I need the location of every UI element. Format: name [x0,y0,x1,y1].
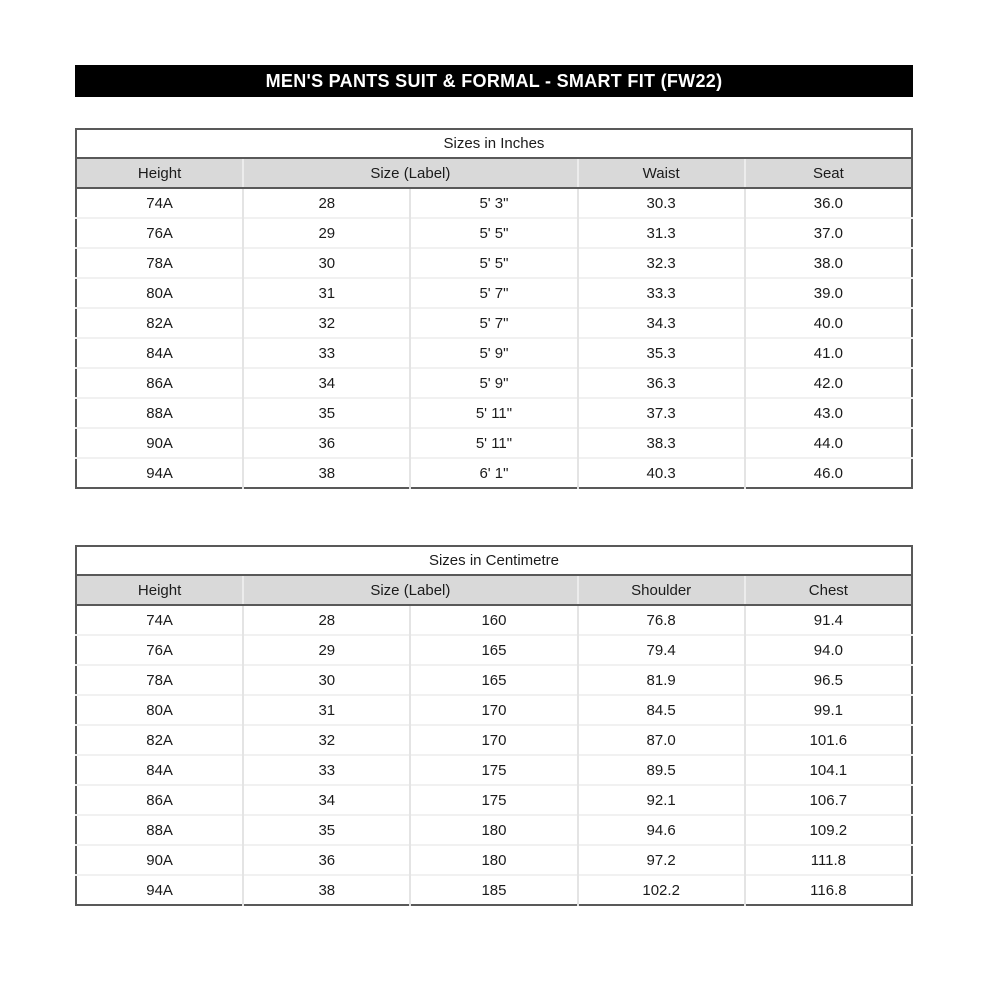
table-cell: 175 [410,785,577,815]
table-cell: 84A [76,755,243,785]
table-row [76,755,912,785]
table-cell: 36 [243,845,410,875]
table-cell: 37.3 [578,398,745,428]
table-row [76,338,912,368]
table-cell: 39.0 [745,278,912,308]
document-title: MEN'S PANTS SUIT & FORMAL - SMART FIT (FW22) [265,70,723,91]
table-cell: 32 [243,308,410,338]
table-cell: 29 [243,218,410,248]
table-row [76,635,912,665]
table-cell: 32.3 [578,248,745,278]
table-cell: 5' 5" [410,218,577,248]
sizes-in-inches-table [75,128,913,489]
table-cell: 30 [243,248,410,278]
table-cell: 175 [410,755,577,785]
table-title-row [76,546,912,575]
column-header-chest: Chest [745,575,912,605]
table-cell: 180 [410,815,577,845]
table-cell: 106.7 [745,785,912,815]
table-cell: 5' 3" [410,188,577,218]
table-cell: 76.8 [578,605,745,635]
table-cell: 94.0 [745,635,912,665]
table-cell: 35 [243,398,410,428]
table-cell: 30.3 [578,188,745,218]
table-row [76,218,912,248]
table-cell: 76A [76,218,243,248]
table-cell: 30 [243,665,410,695]
table-cell: 84A [76,338,243,368]
column-header-seat: Seat [745,158,912,188]
table-cell: 104.1 [745,755,912,785]
table-cell: 42.0 [745,368,912,398]
table-cell: 38.3 [578,428,745,458]
table-cell: 86A [76,785,243,815]
table-cell: 94A [76,875,243,905]
table-row [76,695,912,725]
column-header-height: Height [76,158,243,188]
table-cell: 32 [243,725,410,755]
table-cell: 5' 5" [410,248,577,278]
table-row [76,665,912,695]
table-cell: 37.0 [745,218,912,248]
table-cell: 74A [76,188,243,218]
table-cell: 5' 9" [410,338,577,368]
table-cell: 34 [243,785,410,815]
table-cell: 6' 1" [410,458,577,488]
table-title-row [76,129,912,158]
table-cell: 82A [76,308,243,338]
table-cell: 170 [410,695,577,725]
table-cell: 5' 11" [410,428,577,458]
table-cell: 80A [76,278,243,308]
column-header-size-label: Size (Label) [243,158,577,188]
table-cell: 29 [243,635,410,665]
table-cell: 89.5 [578,755,745,785]
table-cell: 36 [243,428,410,458]
table-cell: 94A [76,458,243,488]
table-cell: 40.0 [745,308,912,338]
table-row [76,188,912,218]
table-cell: 31.3 [578,218,745,248]
table-cell: 33 [243,338,410,368]
table-cell: 79.4 [578,635,745,665]
table-cell: 160 [410,605,577,635]
table-cell: 165 [410,665,577,695]
table-row [76,248,912,278]
table-cell: 31 [243,278,410,308]
document-title-banner [75,65,913,97]
table-cell: 36.3 [578,368,745,398]
table-title: Sizes in Inches [76,129,912,158]
table-cell: 36.0 [745,188,912,218]
table-cell: 82A [76,725,243,755]
table-cell: 78A [76,248,243,278]
table-cell: 74A [76,605,243,635]
table-cell: 109.2 [745,815,912,845]
table-cell: 28 [243,605,410,635]
table-cell: 99.1 [745,695,912,725]
table-cell: 35.3 [578,338,745,368]
table-row [76,308,912,338]
table-cell: 90A [76,428,243,458]
table-cell: 94.6 [578,815,745,845]
table-cell: 91.4 [745,605,912,635]
table-row [76,875,912,905]
table-cell: 5' 7" [410,278,577,308]
table-header-row [76,575,912,605]
table-cell: 33 [243,755,410,785]
table-cell: 76A [76,635,243,665]
table-cell: 38 [243,875,410,905]
table-cell: 38.0 [745,248,912,278]
table-row [76,278,912,308]
table-cell: 33.3 [578,278,745,308]
column-header-size-label: Size (Label) [243,575,577,605]
table-cell: 46.0 [745,458,912,488]
table-header-row [76,158,912,188]
table-cell: 96.5 [745,665,912,695]
table-row [76,815,912,845]
table-row [76,368,912,398]
table-title: Sizes in Centimetre [76,546,912,575]
column-header-shoulder: Shoulder [578,575,745,605]
table-cell: 170 [410,725,577,755]
table-cell: 88A [76,398,243,428]
table-cell: 84.5 [578,695,745,725]
table-cell: 185 [410,875,577,905]
column-header-waist: Waist [578,158,745,188]
table-cell: 41.0 [745,338,912,368]
table-cell: 90A [76,845,243,875]
table-cell: 116.8 [745,875,912,905]
table-cell: 35 [243,815,410,845]
table-row [76,428,912,458]
column-header-height: Height [76,575,243,605]
table-cell: 97.2 [578,845,745,875]
table-row [76,398,912,428]
table-cell: 102.2 [578,875,745,905]
table-cell: 92.1 [578,785,745,815]
sizes-in-centimetre-table [75,545,913,906]
table-cell: 5' 7" [410,308,577,338]
table-cell: 101.6 [745,725,912,755]
table-row [76,785,912,815]
table-cell: 81.9 [578,665,745,695]
table-cell: 34 [243,368,410,398]
table-cell: 86A [76,368,243,398]
table-cell: 111.8 [745,845,912,875]
table-cell: 5' 11" [410,398,577,428]
table-cell: 34.3 [578,308,745,338]
table-cell: 165 [410,635,577,665]
table-cell: 78A [76,665,243,695]
table-row [76,458,912,488]
table-cell: 31 [243,695,410,725]
table-cell: 5' 9" [410,368,577,398]
table-row [76,725,912,755]
table-cell: 180 [410,845,577,875]
table-cell: 88A [76,815,243,845]
table-cell: 43.0 [745,398,912,428]
table-cell: 80A [76,695,243,725]
table-cell: 44.0 [745,428,912,458]
table-row [76,845,912,875]
table-cell: 87.0 [578,725,745,755]
table-cell: 40.3 [578,458,745,488]
table-cell: 38 [243,458,410,488]
table-cell: 28 [243,188,410,218]
table-row [76,605,912,635]
